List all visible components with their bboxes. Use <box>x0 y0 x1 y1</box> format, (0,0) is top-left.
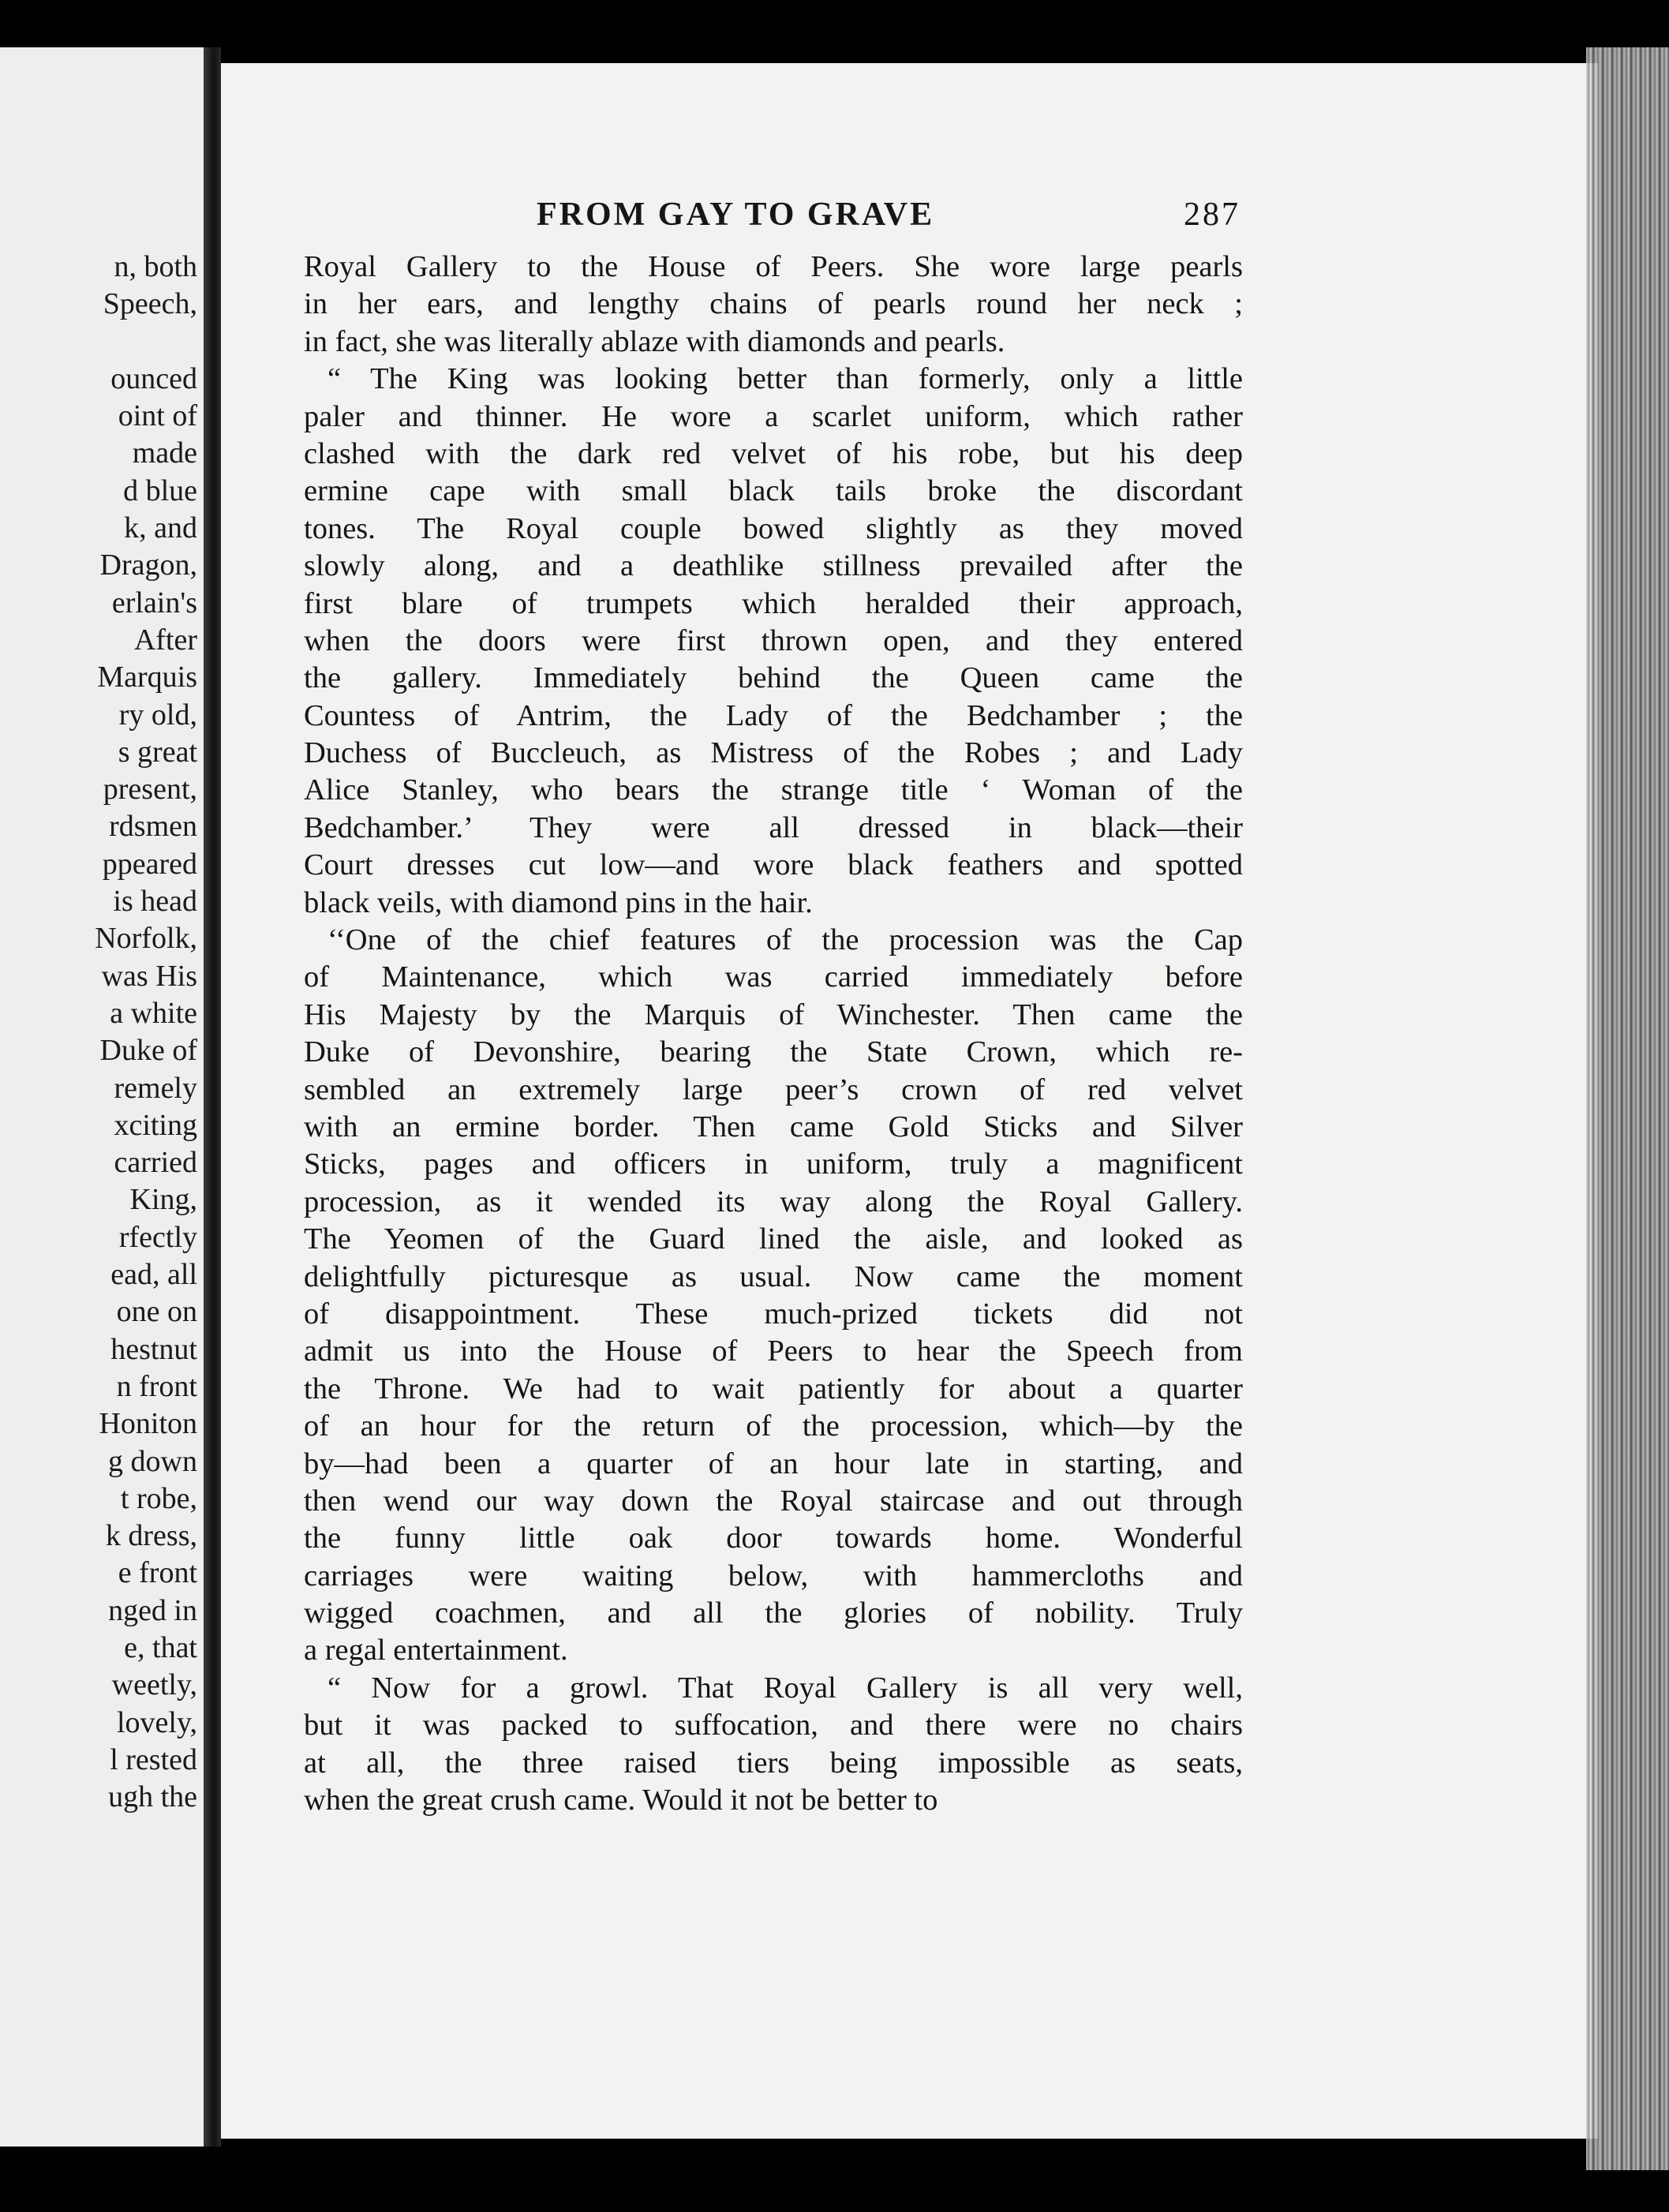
previous-page-line: Speech, <box>103 287 197 321</box>
body-line: delightfully picturesque as usual. Now came the moment <box>304 1259 1243 1293</box>
body-line: black veils, with diamond pins in the hair. <box>304 885 813 919</box>
previous-page-line: Marquis <box>97 661 197 694</box>
body-line: by—had been a quarter of an hour late in starting, and <box>304 1447 1243 1480</box>
previous-page-line: a white <box>110 996 197 1030</box>
previous-page-line: t robe, <box>120 1481 197 1515</box>
previous-page-line: After <box>133 623 197 657</box>
body-line: slowly along, and a deathlike stillness prevailed after the <box>304 549 1243 583</box>
previous-page-line: n, both <box>114 250 197 283</box>
body-line: then wend our way down the Royal staircase and out through <box>304 1484 1243 1518</box>
previous-page-line: made <box>132 436 197 470</box>
previous-page-line: weetly, <box>111 1668 197 1702</box>
previous-page-line: ugh the <box>108 1780 197 1814</box>
body-line: wigged coachmen, and all the glories of nobility. Truly <box>304 1596 1243 1630</box>
previous-page-line: erlain's <box>111 586 197 619</box>
previous-page-line: ppeared <box>102 847 197 881</box>
previous-page-line: one on <box>116 1295 197 1329</box>
body-line: in fact, she was literally ablaze with diamonds and pearls. <box>304 324 1005 358</box>
previous-page-line: n front <box>116 1369 197 1403</box>
running-title: FROM GAY TO GRAVE <box>537 196 935 233</box>
previous-page-line: ead, all <box>110 1258 197 1292</box>
body-line: paler and thinner. He wore a scarlet uniform, which rather <box>304 399 1243 433</box>
previous-page <box>0 47 204 2147</box>
body-line: Royal Gallery to the House of Peers. She wore large pearls <box>304 250 1243 283</box>
body-line: procession, as it wended its way along the Royal Gallery. <box>304 1185 1243 1218</box>
previous-page-line: rfectly <box>118 1220 197 1254</box>
previous-page-line: d blue <box>123 473 197 507</box>
body-line: of Maintenance, which was carried immediately before <box>304 960 1243 994</box>
previous-page-line: hestnut <box>110 1332 197 1366</box>
previous-page-line <box>16 324 197 361</box>
body-line: Countess of Antrim, the Lady of the Bedchamber ; the <box>304 698 1243 732</box>
body-line: of disappointment. These much-prized tickets did not <box>304 1297 1243 1331</box>
body-line: ‘‘One of the chief features of the procession was the Cap <box>327 923 1243 957</box>
body-line: at all, the three raised tiers being impossible as seats, <box>304 1746 1243 1780</box>
body-line: “ The King was looking better than formerly, only a little <box>327 362 1243 396</box>
previous-page-line: e front <box>118 1556 197 1590</box>
body-line: the gallery. Immediately behind the Queen came the <box>304 661 1243 695</box>
previous-page-line: is head <box>113 885 197 919</box>
body-line: the Throne. We had to wait patiently for about a quarter <box>304 1372 1243 1405</box>
body-line: tones. The Royal couple bowed slightly as they moved <box>304 511 1243 545</box>
body-line: Court dresses cut low—and wore black feathers and spotted <box>304 848 1243 882</box>
body-line: Sticks, pages and officers in uniform, truly a magnificent <box>304 1147 1243 1181</box>
body-text <box>304 249 1243 1819</box>
running-head <box>221 196 1452 243</box>
previous-page-line: nged in <box>108 1593 197 1627</box>
previous-page-line: Norfolk, <box>95 922 197 956</box>
previous-page-text <box>16 249 197 1816</box>
previous-page-line: remely <box>114 1071 197 1105</box>
body-line: the funny little oak door towards home. Wonderful <box>304 1521 1243 1555</box>
previous-page-line: s great <box>118 735 197 769</box>
body-line: Duchess of Buccleuch, as Mistress of the Robes ; and Lady <box>304 736 1243 770</box>
body-line: His Majesty by the Marquis of Winchester. Then came the <box>304 997 1243 1031</box>
page-edges <box>1586 47 1669 2170</box>
current-page <box>221 63 1598 2139</box>
body-line: of an hour for the return of the procession, which—by the <box>304 1409 1243 1443</box>
previous-page-line: Duke of <box>99 1034 197 1068</box>
body-line: sembled an extremely large peer’s crown of red velvet <box>304 1072 1243 1106</box>
previous-page-line: Dragon, <box>99 548 197 582</box>
body-line: clashed with the dark red velvet of his robe, but his deep <box>304 436 1243 470</box>
previous-page-line: g down <box>108 1444 197 1478</box>
previous-page-line: xciting <box>114 1108 197 1142</box>
previous-page-line: lovely, <box>116 1705 197 1739</box>
previous-page-line: k, and <box>124 511 197 545</box>
body-line: but it was packed to suffocation, and there were no chairs <box>304 1709 1243 1742</box>
body-line: Bedchamber.’ They were all dressed in black—their <box>304 810 1243 844</box>
previous-page-line: oint of <box>118 399 197 433</box>
body-line: Duke of Devonshire, bearing the State Crown, which re- <box>304 1035 1243 1069</box>
page-number: 287 <box>1184 196 1241 233</box>
body-line: when the doors were first thrown open, and they entered <box>304 623 1243 657</box>
previous-page-line: rdsmen <box>109 810 197 844</box>
body-line: Alice Stanley, who bears the strange title ‘ Woman of the <box>304 773 1243 807</box>
body-line: first blare of trumpets which heralded their approach, <box>304 586 1243 620</box>
previous-page-line: carried <box>114 1146 197 1180</box>
previous-page-line: ry old, <box>118 698 197 732</box>
previous-page-line: Honiton <box>99 1407 197 1441</box>
body-line: admit us into the House of Peers to hear the Speech from <box>304 1334 1243 1368</box>
body-line: carriages were waiting below, with hammercloths and <box>304 1559 1243 1593</box>
previous-page-line: e, that <box>124 1630 197 1664</box>
body-line: with an ermine border. Then came Gold Sticks and Silver <box>304 1110 1243 1143</box>
previous-page-line: l rested <box>110 1742 197 1776</box>
previous-page-line: ounced <box>110 361 197 395</box>
body-line: “ Now for a growl. That Royal Gallery is all very well, <box>327 1671 1243 1705</box>
body-line: a regal entertainment. <box>304 1634 568 1667</box>
body-line: in her ears, and lengthy chains of pearls round her neck ; <box>304 287 1243 321</box>
previous-page-line: k dress, <box>105 1519 197 1553</box>
book-gutter <box>204 47 221 2147</box>
body-line: The Yeomen of the Guard lined the aisle, and looked as <box>304 1222 1243 1256</box>
previous-page-line: King, <box>129 1183 197 1217</box>
previous-page-line: was His <box>101 959 197 993</box>
body-line: ermine cape with small black tails broke the discordant <box>304 474 1243 508</box>
body-line: when the great crush came. Would it not be better to <box>304 1783 938 1817</box>
previous-page-line: present, <box>103 773 197 807</box>
